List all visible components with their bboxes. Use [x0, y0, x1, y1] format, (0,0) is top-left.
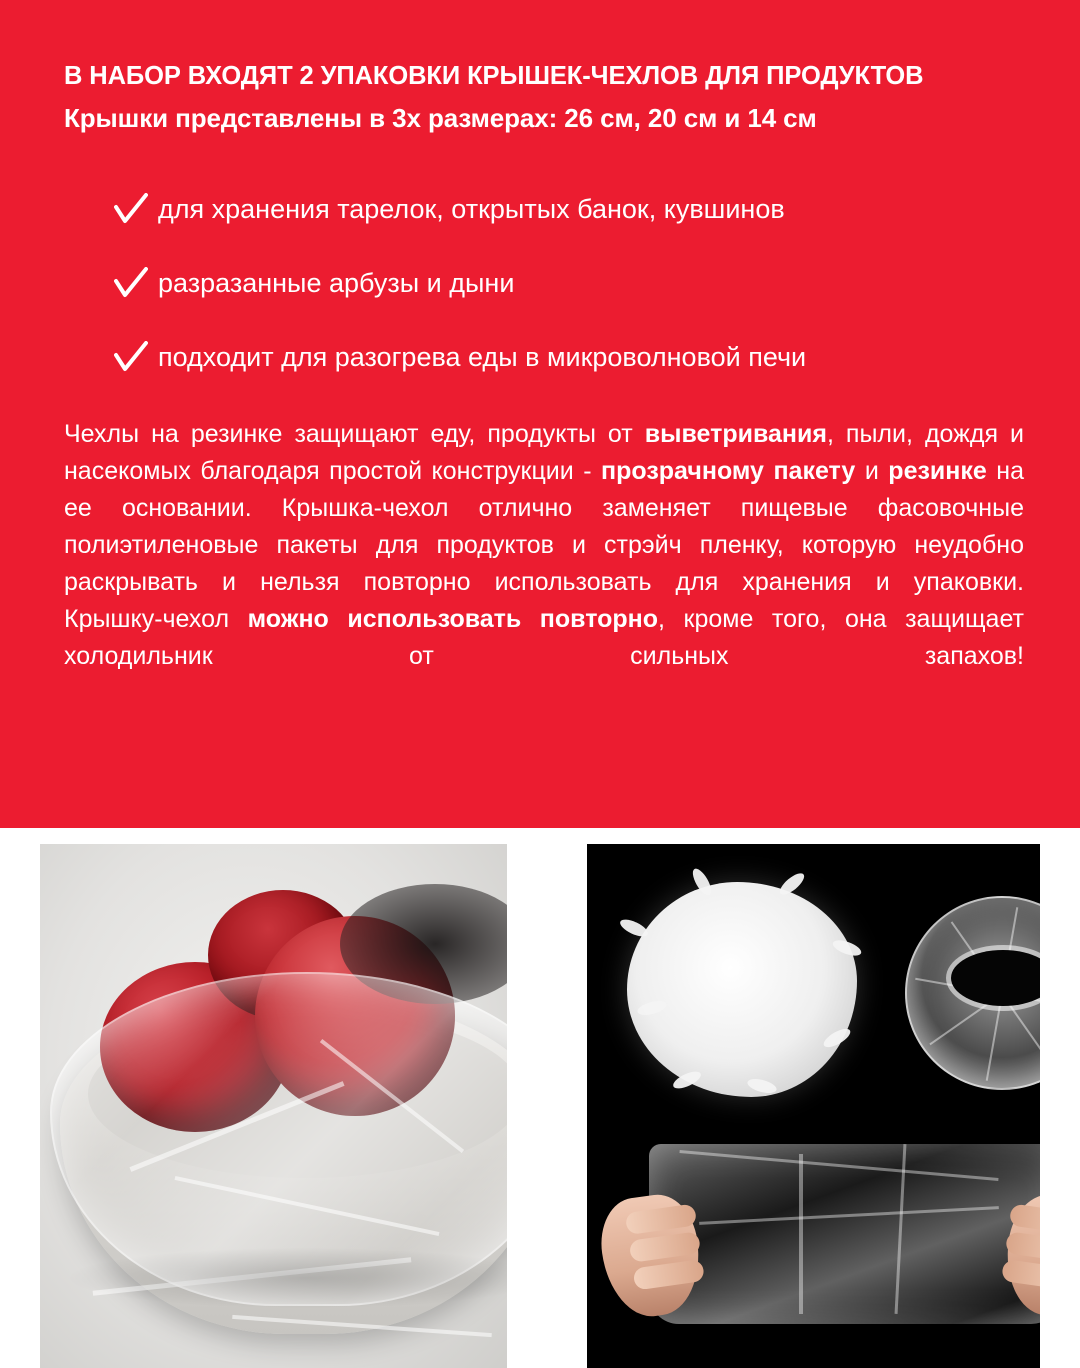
film-crease [320, 1039, 464, 1153]
body-text: , пыли, дождя и насекомых благодаря простой конструкции - [64, 420, 1024, 485]
frill-piece [671, 1068, 703, 1092]
photo-covers-on-black [587, 844, 1040, 1368]
emphasized-text: можно использовать повторно [247, 605, 659, 633]
photo-bowl-with-apples-covered [40, 844, 507, 1368]
checklist-label: подходит для разогрева еды в микроволновой печи [158, 342, 807, 372]
body-text: на ее основании. Крышка-чехол отлично заменяет пищевые фасовочные полиэтиленовые пакеты для продуктов и стрэйч пленку, которую неудобно раскрывать и нельзя повторно использовать для хранения и упаковки. [64, 457, 1025, 596]
finger [1005, 1231, 1040, 1263]
frill-piece [618, 916, 650, 940]
elastic-cover-cap [905, 896, 1040, 1090]
paragraph-2 [64, 601, 1024, 675]
list-item [114, 340, 1020, 374]
benefits-checklist [114, 192, 1020, 374]
cap-crease [986, 994, 1003, 1081]
film-crease [699, 1206, 999, 1225]
checkmark-icon [114, 193, 148, 227]
frill-piece [636, 998, 668, 1017]
covers-bundle [627, 882, 857, 1097]
body-text: , кроме того, она защищает холодильник от сильных запахов! [64, 605, 1024, 670]
checkmark-icon [114, 267, 148, 301]
frill-piece [776, 870, 807, 898]
cap-opening [951, 950, 1040, 1006]
frill-piece [689, 866, 714, 898]
emphasized-text: прозрачному пакету [601, 457, 856, 485]
frill-piece [746, 1076, 778, 1095]
checklist-label: разразанные арбузы и дыни [158, 268, 515, 298]
frill-piece [821, 1025, 853, 1050]
photo-strip [0, 828, 1080, 1352]
headline-line-1: В НАБОР ВХОДЯТ 2 УПАКОВКИ КРЫШЕК-ЧЕХЛОВ ДЛЯ ПРОДУКТОВ [64, 62, 924, 90]
drop-shadow [70, 1248, 507, 1308]
emphasized-text: выветривания [644, 420, 827, 448]
headline-line-2: Крышки представлены в 3х размерах: 26 см, 20 см и 14 см [64, 103, 817, 133]
finger [1009, 1203, 1040, 1235]
description-text [64, 416, 1024, 675]
checkmark-icon [114, 341, 148, 375]
film-crease [129, 1081, 344, 1172]
list-item [114, 192, 1020, 226]
emphasized-text: резинке [888, 457, 987, 485]
page-title [64, 58, 1020, 136]
film-crease [799, 1154, 803, 1314]
body-text: Чехлы на резинке защищают еду, продукты от [64, 420, 645, 448]
checklist-label: для хранения тарелок, открытых банок, кувшинов [158, 194, 785, 224]
stretched-film [649, 1144, 1040, 1324]
body-text: и [855, 457, 889, 485]
finger [629, 1231, 701, 1263]
list-item [114, 266, 1020, 300]
film-crease [175, 1176, 440, 1236]
frill-piece [831, 937, 863, 959]
body-text: Крышку-чехол [64, 605, 248, 633]
paragraph-1 [64, 416, 1024, 601]
film-crease [679, 1150, 998, 1181]
finger [625, 1203, 697, 1235]
